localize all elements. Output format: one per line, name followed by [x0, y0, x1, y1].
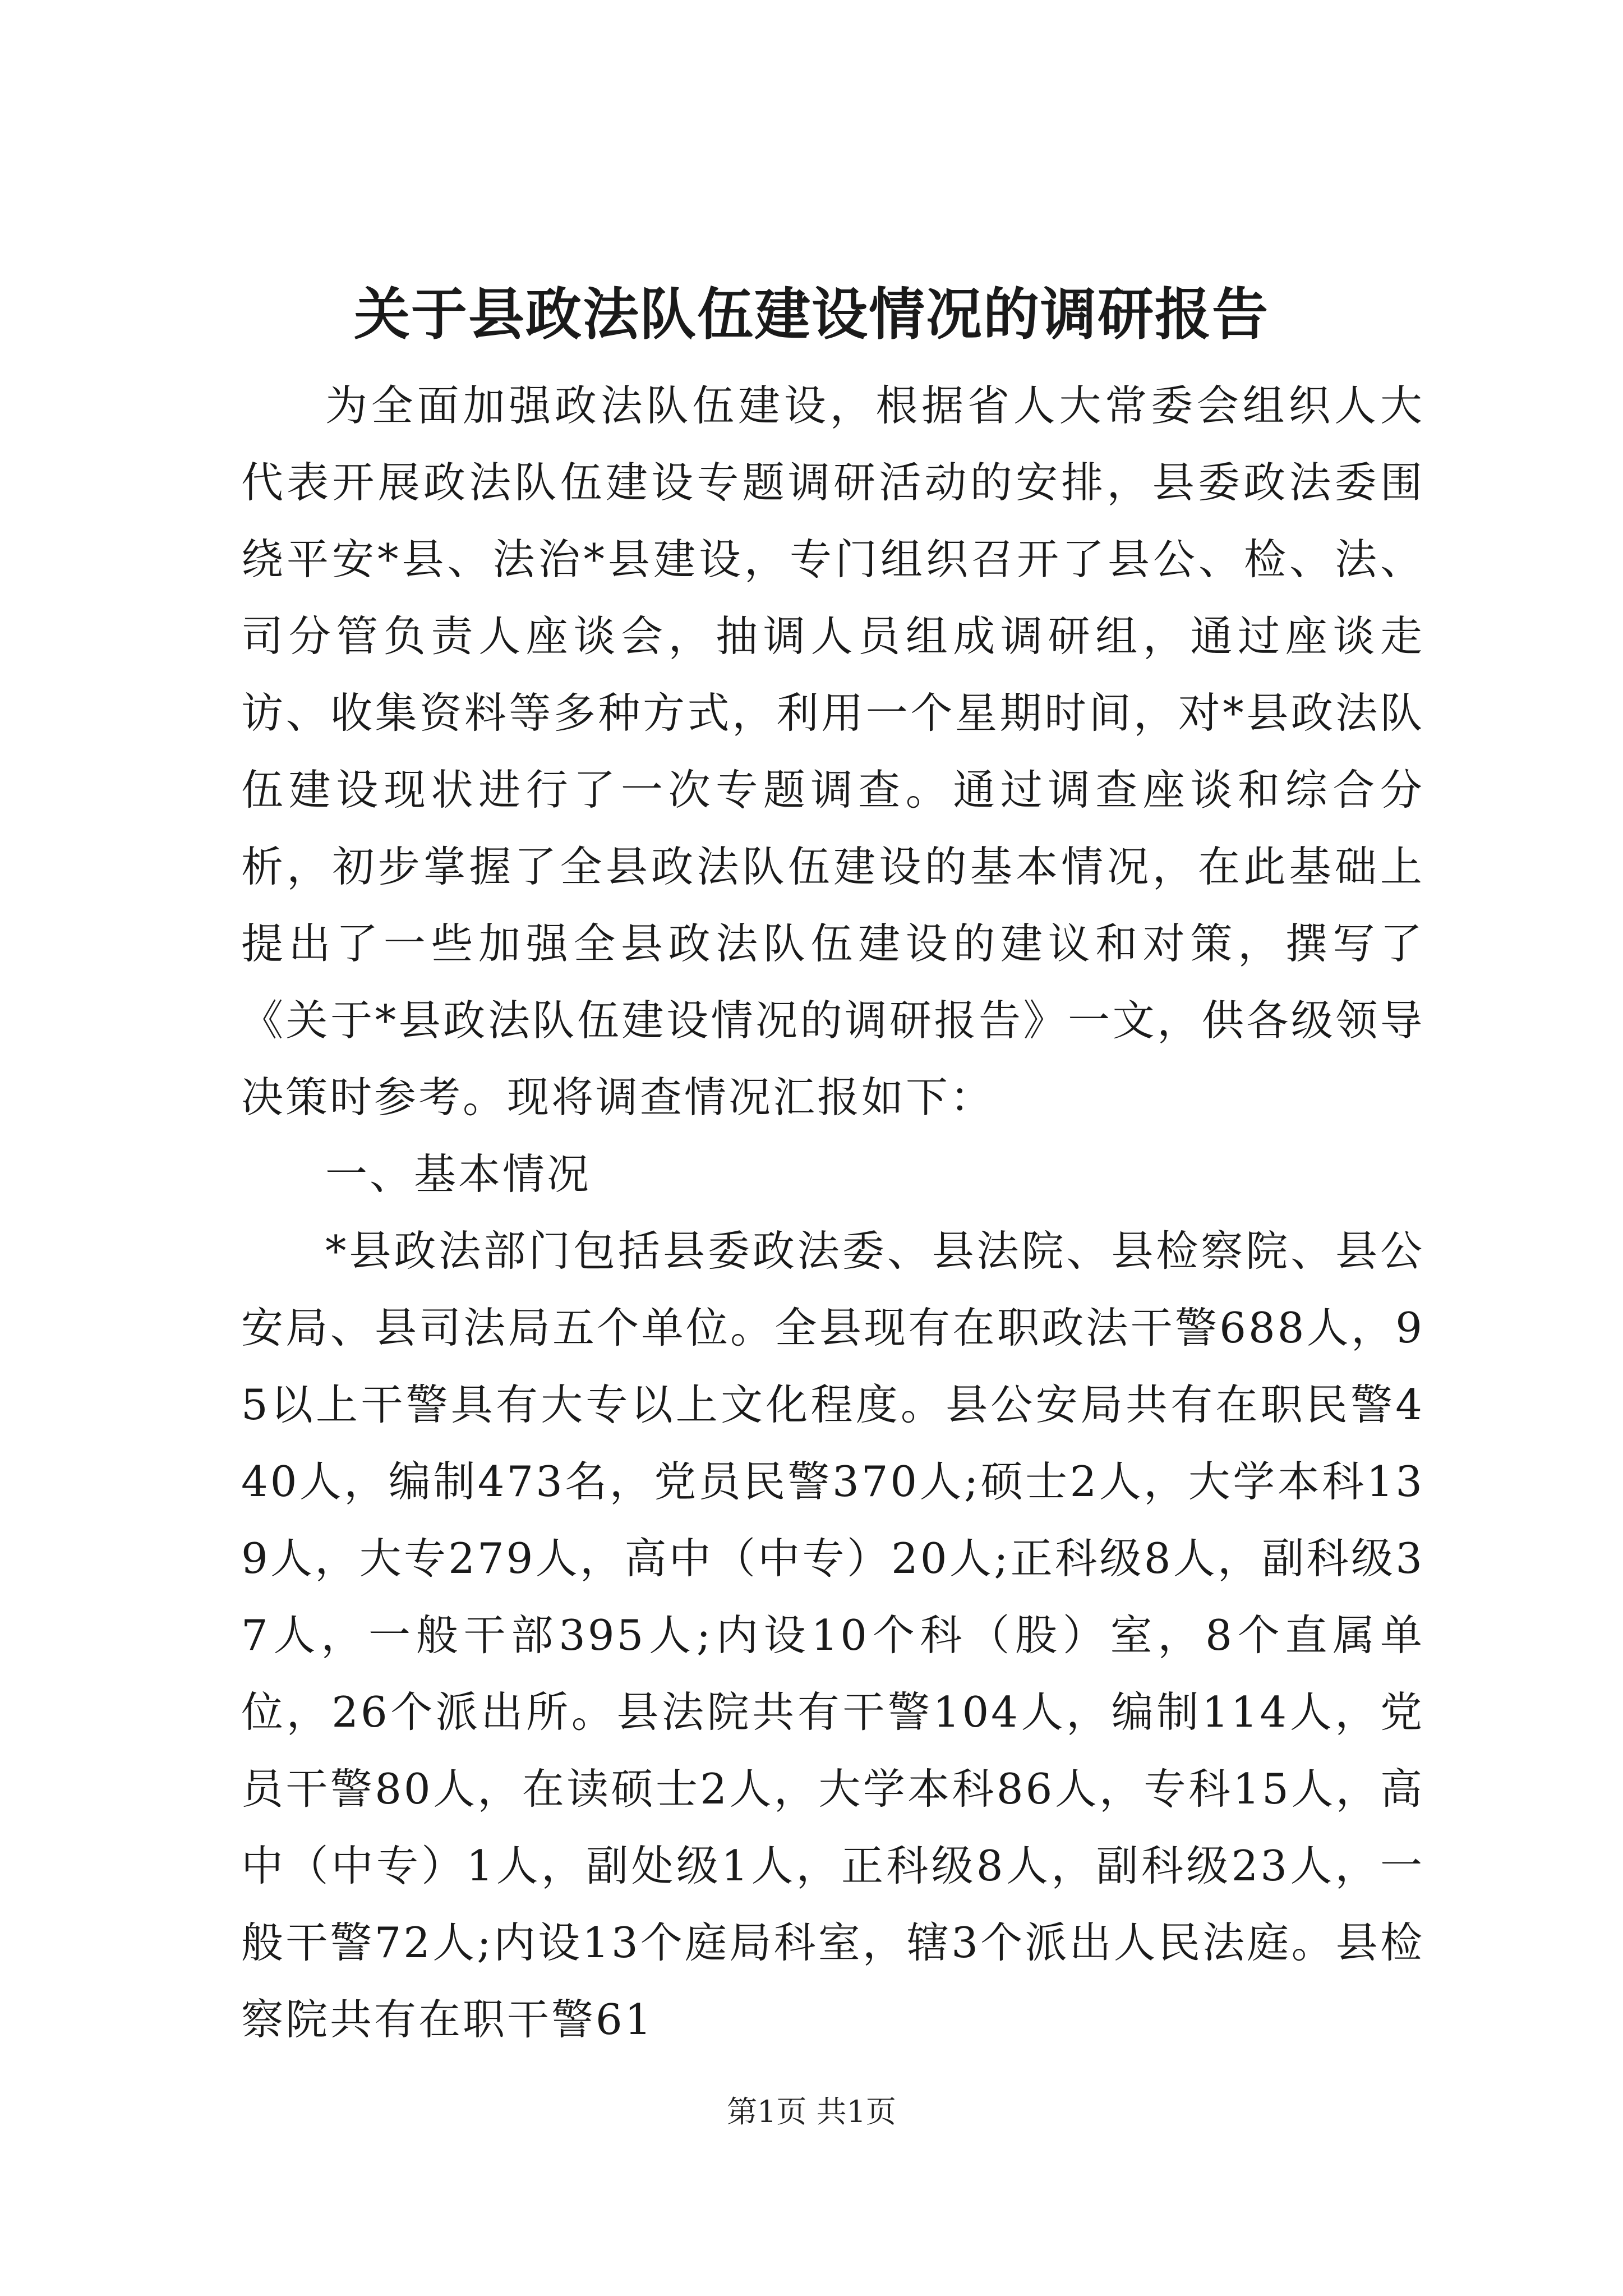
- document-body: [241, 367, 1424, 2058]
- basic-situation-paragraph: *县政法部门包括县委政法委、县法院、县检察院、县公安局、县司法局五个单位。全县现有在职政法干警688人，95以上干警具有大专以上文化程度。县公安局共有在职民警440人，编制473名，党员民警370人;硕士2人，大学本科139人，大专279人，高中（中专）20人;正科级8人，副科级37人，一般干部395人;内设10个科（股）室，8个直属单位，26个派出所。县法院共有干警104人，编制114人，党员干警80人，在读硕士2人，大学本科86人，专科15人，高中（中专）1人，副处级1人，正科级8人，副科级23人，一般干警72人;内设13个庭局科室，辖3个派出人民法庭。县检察院共有在职干警61: [241, 1226, 1424, 2044]
- document-title: 关于县政法队伍建设情况的调研报告: [354, 281, 1269, 347]
- section-heading-basic-situation: 一、基本情况: [325, 1149, 592, 1199]
- intro-paragraph: 为全面加强政法队伍建设，根据省人大常委会组织人大代表开展政法队伍建设专题调研活动的安排，县委政法委围绕平安*县、法治*县建设，专门组织召开了县公、检、法、司分管负责人座谈会，抽调人员组成调研组，通过座谈走访、收集资料等多种方式，利用一个星期时间，对*县政法队伍建设现状进行了一次专题调查。通过调查座谈和综合分析，初步掌握了全县政法队伍建设的基本情况，在此基础上提出了一些加强全县政法队伍建设的建议和对策，撰写了《关于*县政法队伍建设情况的调研报告》一文，供各级领导决策时参考。现将调查情况汇报如下：: [241, 381, 1424, 1122]
- page-number: 第1页 共1页: [727, 2094, 896, 2129]
- page-footer: [0, 2092, 1623, 2132]
